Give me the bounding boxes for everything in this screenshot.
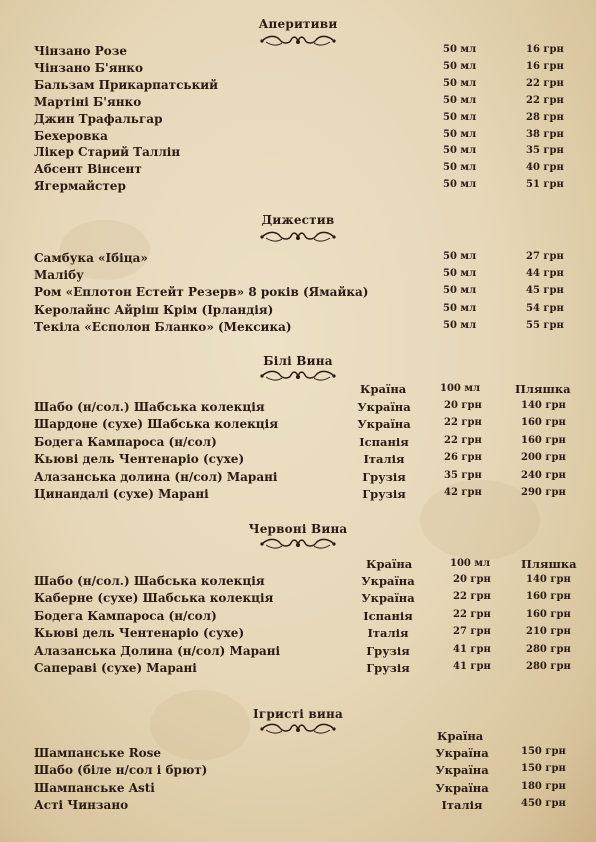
item-country: Україна: [361, 574, 415, 588]
item-country: Україна: [435, 780, 489, 795]
item-price: 150 грн: [521, 763, 566, 775]
item-glass-price: 41 грн: [453, 661, 491, 672]
item-country: Україна: [435, 746, 489, 760]
item-bottle-price: 140 грн: [521, 400, 566, 411]
item-volume: 50 мл: [443, 251, 477, 262]
item-name: Чінзано Б'янко: [34, 60, 143, 75]
column-header-glass: 100 мл: [440, 383, 481, 394]
menu-item: [0, 452, 596, 469]
item-glass-price: 42 грн: [444, 487, 482, 498]
item-name: Бодега Кампароса (н/сол): [34, 608, 217, 623]
menu-item: [0, 303, 596, 320]
item-price: 28 грн: [526, 111, 564, 123]
menu-item: [0, 644, 596, 661]
item-volume: 50 мл: [443, 145, 477, 157]
item-price: 27 грн: [526, 251, 564, 262]
column-header-country: Країна: [366, 557, 413, 571]
item-price: 22 грн: [526, 77, 564, 89]
menu-item: [0, 435, 596, 452]
item-name: Текіла «Есполон Бланко» (Мексика): [34, 319, 292, 334]
item-name: Бехеровка: [34, 128, 108, 143]
menu-item: [0, 574, 596, 591]
item-glass-price: 35 грн: [444, 469, 482, 481]
item-name: Самбука «Ібіца»: [34, 251, 148, 265]
item-name: Каберне (сухе) Шабська колекція: [34, 591, 274, 606]
item-price: 51 грн: [526, 179, 564, 191]
menu-item: [0, 162, 596, 179]
item-volume: 50 мл: [443, 179, 477, 191]
item-bottle-price: 280 грн: [526, 661, 571, 672]
item-name: Абсент Вінсент: [34, 162, 142, 177]
menu-item: [0, 268, 596, 285]
item-bottle-price: 160 грн: [526, 591, 571, 603]
item-country: Україна: [357, 400, 411, 414]
item-price: 40 грн: [526, 162, 564, 174]
item-bottle-price: 210 грн: [526, 626, 571, 638]
item-name: Малібу: [34, 268, 84, 283]
item-name: Кьюві дель Чентенаріо (сухе): [34, 626, 245, 641]
item-name: Чінзано Розе: [34, 44, 128, 58]
item-name: Цинандалі (сухе) Марані: [34, 487, 209, 501]
menu-item: [0, 285, 596, 302]
item-name: Ягермайстер: [34, 179, 126, 194]
item-glass-price: 22 грн: [453, 591, 491, 603]
menu-item: [0, 95, 596, 112]
item-glass-price: 22 грн: [444, 434, 482, 446]
item-glass-price: 20 грн: [453, 574, 491, 585]
item-price: 38 грн: [526, 128, 564, 140]
item-name: Керолайнс Айріш Крім (Ірландія): [34, 302, 274, 317]
menu-item: [0, 320, 596, 337]
menu-item: [0, 417, 596, 434]
item-bottle-price: 200 грн: [521, 452, 566, 464]
item-volume: 50 мл: [443, 268, 477, 280]
item-name: Бодега Кампароса (н/сол): [34, 434, 217, 449]
item-bottle-price: 280 грн: [526, 643, 571, 655]
item-glass-price: 22 грн: [444, 417, 482, 429]
column-header-bottle: Пляшка: [515, 382, 571, 396]
item-price: 16 грн: [526, 60, 564, 72]
section-title: Червоні Вина: [248, 522, 348, 536]
menu-item: [0, 781, 596, 798]
item-glass-price: 27 грн: [453, 626, 491, 638]
item-bottle-price: 240 грн: [521, 469, 566, 481]
menu-item: [0, 112, 596, 129]
menu-item: [0, 470, 596, 487]
item-name: Джин Трафальгар: [34, 111, 163, 126]
column-header-glass: 100 мл: [450, 558, 491, 569]
item-bottle-price: 290 грн: [521, 487, 566, 498]
menu-item: [0, 61, 596, 78]
menu-item: [0, 746, 596, 763]
menu-item: [0, 763, 596, 780]
item-country: Іспанія: [363, 608, 413, 623]
item-name: Шампанське Asti: [34, 780, 155, 795]
menu-item: [0, 400, 596, 417]
item-volume: 50 мл: [443, 285, 477, 297]
item-country: Іспанія: [359, 434, 409, 449]
menu-item: [0, 798, 596, 815]
item-name: Шабо (н/сол.) Шабська колекція: [34, 574, 265, 588]
item-volume: 50 мл: [443, 94, 477, 106]
section-title: Ігристі вина: [253, 707, 343, 721]
item-name: Сапераві (сухе) Марані: [34, 661, 197, 675]
item-volume: 50 мл: [443, 128, 477, 140]
item-name: Алазанська Долина (н/сол) Марані: [34, 643, 281, 658]
section-title: Аперитиви: [258, 17, 338, 31]
item-price: 44 грн: [526, 268, 564, 280]
item-name: Ром «Еплотон Естейт Резерв» 8 років (Ямайка): [34, 285, 369, 300]
item-volume: 50 мл: [443, 162, 477, 174]
menu-item: [0, 609, 596, 626]
item-volume: 50 мл: [443, 60, 477, 72]
item-glass-price: 22 грн: [453, 608, 491, 620]
menu-item: [0, 145, 596, 162]
column-header-country: Країна: [437, 729, 484, 743]
menu-item: [0, 251, 596, 268]
item-country: Україна: [435, 763, 489, 778]
item-price: 180 грн: [521, 780, 566, 792]
item-bottle-price: 160 грн: [526, 608, 571, 620]
item-country: Грузія: [366, 643, 410, 658]
item-bottle-price: 140 грн: [526, 574, 571, 585]
item-name: Шардоне (сухе) Шабська колекція: [34, 417, 279, 432]
item-volume: 50 мл: [443, 319, 477, 331]
divider-ornament: [258, 229, 338, 245]
item-name: Мартіні Б'янко: [34, 94, 142, 109]
column-header-country: Країна: [360, 382, 407, 396]
item-name: Асті Чинзано: [34, 798, 129, 813]
menu-item: [0, 179, 596, 196]
divider-ornament: [258, 368, 338, 384]
menu-item: [0, 661, 596, 678]
item-country: Грузія: [366, 661, 410, 675]
column-header-bottle: Пляшка: [521, 557, 577, 571]
item-name: Лікер Старий Таллін: [34, 145, 181, 160]
item-bottle-price: 160 грн: [521, 417, 566, 429]
item-glass-price: 20 грн: [444, 400, 482, 411]
item-name: Бальзам Прикарпатський: [34, 77, 219, 92]
item-country: Італія: [363, 452, 405, 467]
item-volume: 50 мл: [443, 111, 477, 123]
menu-item: [0, 487, 596, 504]
menu-item: [0, 78, 596, 95]
item-country: Україна: [357, 417, 411, 432]
item-country: Італія: [367, 626, 409, 641]
section-title: Дижестив: [261, 213, 335, 227]
item-price: 150 грн: [521, 746, 566, 757]
item-price: 54 грн: [526, 302, 564, 314]
item-price: 16 грн: [526, 44, 564, 55]
item-bottle-price: 160 грн: [521, 434, 566, 446]
item-glass-price: 41 грн: [453, 643, 491, 655]
menu-item: [0, 591, 596, 608]
divider-ornament: [258, 721, 338, 737]
item-country: Україна: [361, 591, 415, 606]
menu-item: [0, 44, 596, 61]
item-name: Кьюві дель Чентенаріо (сухе): [34, 452, 245, 467]
item-name: Шампанське Rose: [34, 746, 162, 760]
item-name: Алазанська долина (н/сол) Марані: [34, 469, 278, 484]
menu-item: [0, 626, 596, 643]
item-volume: 50 мл: [443, 77, 477, 89]
item-glass-price: 26 грн: [444, 452, 482, 464]
item-country: Грузія: [362, 469, 406, 484]
item-volume: 50 мл: [443, 44, 477, 55]
item-price: 22 грн: [526, 94, 564, 106]
item-price: 35 грн: [526, 145, 564, 157]
menu-item: [0, 129, 596, 146]
item-price: 45 грн: [526, 285, 564, 297]
item-country: Італія: [441, 798, 483, 813]
item-price: 450 грн: [521, 798, 566, 810]
divider-ornament: [258, 536, 338, 552]
section-title: Білі Вина: [263, 354, 333, 368]
item-price: 55 грн: [526, 319, 564, 331]
item-country: Грузія: [362, 487, 406, 501]
item-name: Шабо (біле н/сол і брют): [34, 763, 208, 778]
item-name: Шабо (н/сол.) Шабська колекція: [34, 400, 265, 414]
item-volume: 50 мл: [443, 302, 477, 314]
